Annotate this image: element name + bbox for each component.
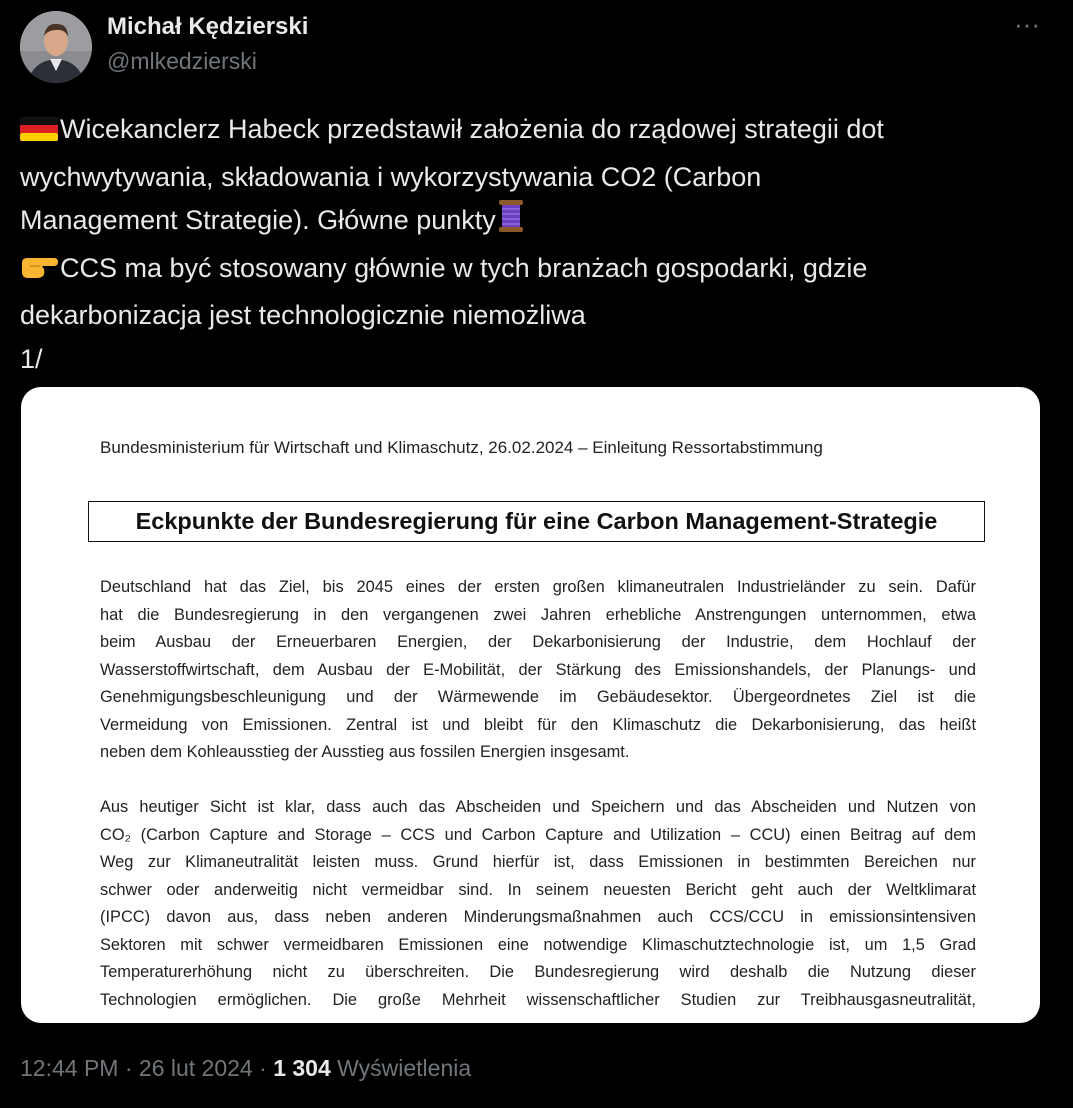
views-label: Wyświetlenia (330, 1055, 472, 1081)
paragraph-line: Sektoren mit schwer vermeidbaren Emissionen eine notwendige Klimaschutztechnologie ist, um 1,5 Grad (100, 935, 976, 954)
tweet-line: CCS ma być stosowany głównie w tych branżach gospodarki, gdzie (20, 247, 1050, 295)
document-title: Eckpunkte der Bundesregierung für eine Carbon Management-Strategie (135, 508, 938, 534)
author-name[interactable]: Michał Kędzierski (107, 13, 309, 40)
tweet-line: dekarbonizacja jest technologicznie niemożliwa (20, 300, 586, 331)
tweet-footer (20, 1055, 471, 1082)
paragraph-line: Temperaturerhöhung nicht zu überschreiten. Die Bundesregierung wird deshalb die Nutzung dieser (100, 963, 976, 981)
paragraph-line: Vermeidung von Emissionen. Zentral ist und bleibt für den Klimaschutz die Dekarbonisierung, das heißt (100, 715, 976, 734)
paragraph-line: hat die Bundesregierung in den vergangenen zwei Jahren erhebliche Anstrengungen unternommen, etwa (100, 605, 976, 624)
document-title-box (88, 501, 985, 542)
tweet-date[interactable]: 26 lut 2024 (138, 1055, 253, 1081)
more-options-button[interactable] (1007, 9, 1047, 39)
paragraph-line: beim Ausbau der Erneuerbaren Energien, der Dekarbonisierung der Industrie, dem Hochlauf der (100, 633, 976, 651)
tweet-line: Wicekanclerz Habeck przedstawił założenia do rządowej strategii dot (20, 108, 1050, 156)
paragraph-line: schwer oder anderweitig nicht vermeidbar sind. In seinem neuesten Bericht geht auch der Weltklimarat (100, 880, 976, 899)
paragraph-line: Wasserstoffwirtschaft, dem Ausbau der E-Mobilität, der Stärkung des Emissionshandels, der Planungs- und (100, 660, 976, 679)
paragraph-line: CO₂ (Carbon Capture and Storage – CCS und Carbon Capture and Utilization – CCU) einen Beitrag auf dem (100, 825, 976, 844)
tweet-line: wychwytywania, składowania i wykorzystywania CO2 (Carbon (20, 161, 762, 192)
tweet-time[interactable]: 12:44 PM (20, 1055, 119, 1081)
separator-dot: · (118, 1055, 139, 1081)
tweet-media-image[interactable] (21, 387, 1040, 1023)
paragraph-line: Weg zur Klimaneutralität leisten muss. Grund hierfür ist, dass Emissionen in bestimmten Bereichen nur (100, 853, 976, 871)
document-image (21, 387, 1040, 1023)
germany-flag-icon (20, 112, 58, 156)
paragraph-line: Technologien ermöglichen. Die große Mehrheit wissenschaftlicher Studien zur Treibhausgasneutralität, (100, 990, 976, 1009)
views-count: 1 304 (273, 1055, 331, 1081)
document-paragraph-2 (100, 794, 976, 1014)
tweet-line: Management Strategie). Główne punkty (20, 199, 1050, 247)
paragraph-line: Deutschland hat das Ziel, bis 2045 eines der ersten großen klimaneutralen Industrieländer zu sein. Dafür (100, 578, 976, 596)
paragraph-line: Genehmigungsbeschleunigung und der Wärmewende im Gebäudesektor. Übergeordnetes Ziel ist die (100, 688, 976, 706)
paragraph-line: neben dem Kohleausstieg der Ausstieg aus fossilen Energien insgesamt. (100, 743, 630, 761)
spool-of-thread-icon (496, 199, 526, 247)
document-paragraph-1 (100, 574, 976, 767)
separator-dot: · (252, 1055, 274, 1081)
pointing-right-hand-icon (20, 251, 58, 295)
avatar-photo (20, 11, 92, 83)
document-header: Bundesministerium für Wirtschaft und Klimaschutz, 26.02.2024 – Einleitung Ressortabstimmung (100, 438, 823, 457)
more-horizontal-icon: ··· (1014, 9, 1040, 39)
paragraph-line: Aus heutiger Sicht ist klar, dass auch das Abscheiden und Speichern und das Abscheiden und Nutzen von (100, 798, 976, 816)
tweet-text (20, 108, 1050, 382)
paragraph-line: (IPCC) davon aus, dass neben anderen Minderungsmaßnahmen auch CCS/CCU in emissionsintensiven (100, 908, 976, 926)
author-handle[interactable]: @mlkedzierski (107, 48, 257, 74)
avatar[interactable] (20, 11, 92, 83)
tweet-line: 1/ (20, 343, 43, 374)
